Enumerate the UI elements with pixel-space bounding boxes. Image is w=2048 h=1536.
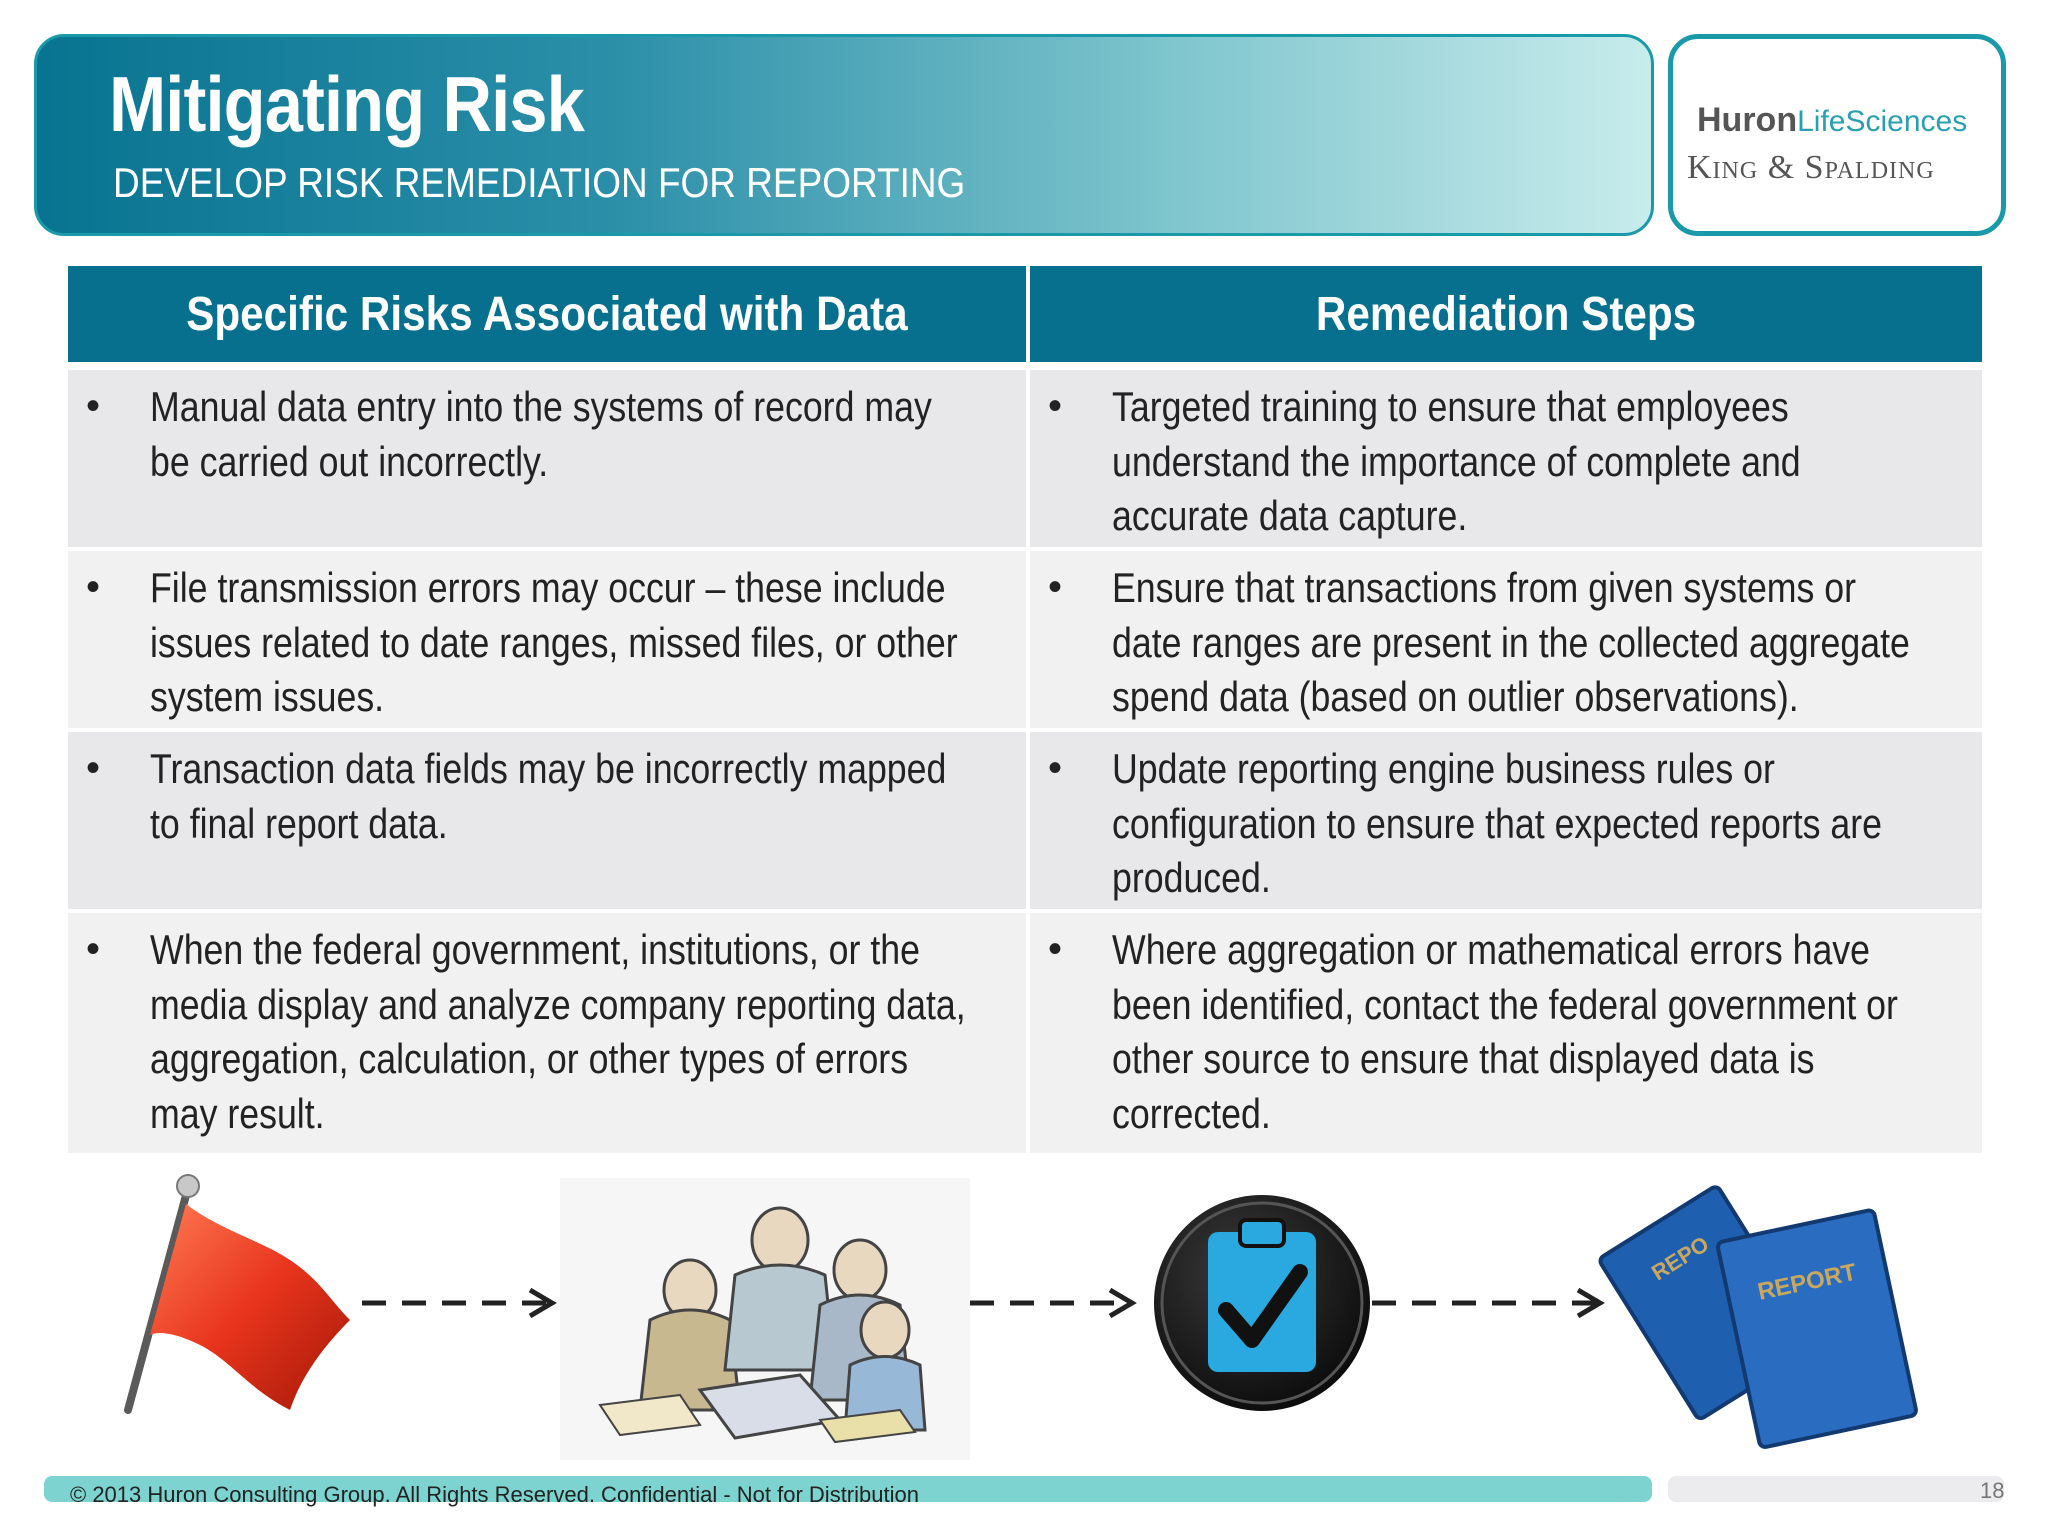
page-number: 18 xyxy=(1980,1478,2005,1503)
page-title: Mitigating Risk xyxy=(109,60,584,148)
remediation-text-2: Ensure that transactions from given systems or date ranges are present in the collected aggregate spend data (based on outlier observations). xyxy=(1112,564,1910,720)
remediation-cell-2 xyxy=(1030,551,1982,728)
risk-cell-1 xyxy=(68,370,1026,547)
bullet: • xyxy=(86,746,101,790)
risk-table xyxy=(68,266,1982,1157)
huron-logo-light: LifeSciences xyxy=(1797,105,1968,138)
remediation-text-4: Where aggregation or mathematical errors have been identified, contact the federal government or other source to ensure that displayed data is corrected. xyxy=(1112,926,1898,1137)
bullet: • xyxy=(86,927,101,971)
risk-text-1: Manual data entry into the systems of record may be carried out incorrectly. xyxy=(150,383,932,485)
title-banner xyxy=(34,34,1654,236)
bullet: • xyxy=(86,384,101,428)
risk-text-3: Transaction data fields may be incorrectly mapped to final report data. xyxy=(150,745,947,847)
report-books-icon xyxy=(1598,1185,1917,1448)
team-meeting-icon xyxy=(560,1178,970,1460)
remediation-text-3: Update reporting engine business rules or configuration to ensure that expected reports are produced. xyxy=(1112,745,1883,901)
bullet: • xyxy=(1048,384,1063,428)
risk-text-4: When the federal government, institutions, or the media display and analyze company reporting data, aggregation, calculation, or other types of errors may result. xyxy=(150,926,966,1137)
remediation-cell-1 xyxy=(1030,370,1982,547)
risk-cell-4 xyxy=(68,913,1026,1153)
bullet: • xyxy=(1048,927,1063,971)
clipboard-check-icon xyxy=(1154,1195,1370,1411)
bullet: • xyxy=(1048,746,1063,790)
huron-logo-bold: Huron xyxy=(1697,101,1798,139)
page-subtitle: DEVELOP RISK REMEDIATION FOR REPORTING xyxy=(113,159,966,206)
logo-box xyxy=(1668,34,2006,236)
remediation-cell-4 xyxy=(1030,913,1982,1153)
red-flag-icon xyxy=(128,1175,350,1410)
remediation-cell-3 xyxy=(1030,732,1982,909)
dashed-arrow-2-icon xyxy=(970,1290,1132,1316)
header-risks: Specific Risks Associated with Data xyxy=(68,266,1026,362)
dashed-arrow-1-icon xyxy=(362,1290,552,1316)
huron-logo xyxy=(1697,101,1967,140)
header-remediation: Remediation Steps xyxy=(1030,266,1982,362)
king-spalding-logo: King & Spalding xyxy=(1687,149,1935,186)
dashed-arrow-3-icon xyxy=(1372,1290,1600,1316)
footer-copyright: © 2013 Huron Consulting Group. All Rights Reserved. Confidential - Not for Distribution xyxy=(70,1482,919,1507)
report-label-1: REPO xyxy=(1647,1231,1714,1286)
risk-cell-2 xyxy=(68,551,1026,728)
remediation-text-1: Targeted training to ensure that employees understand the importance of complete and accurate data capture. xyxy=(1112,383,1801,539)
report-label-2: REPORT xyxy=(1755,1258,1859,1306)
risk-text-2: File transmission errors may occur – these include issues related to date ranges, missed files, or other system issues. xyxy=(150,564,958,720)
risk-cell-3 xyxy=(68,732,1026,909)
page-number-bar xyxy=(1668,1476,2004,1502)
process-flow xyxy=(0,1170,2048,1470)
bullet: • xyxy=(86,565,101,609)
bullet: • xyxy=(1048,565,1063,609)
